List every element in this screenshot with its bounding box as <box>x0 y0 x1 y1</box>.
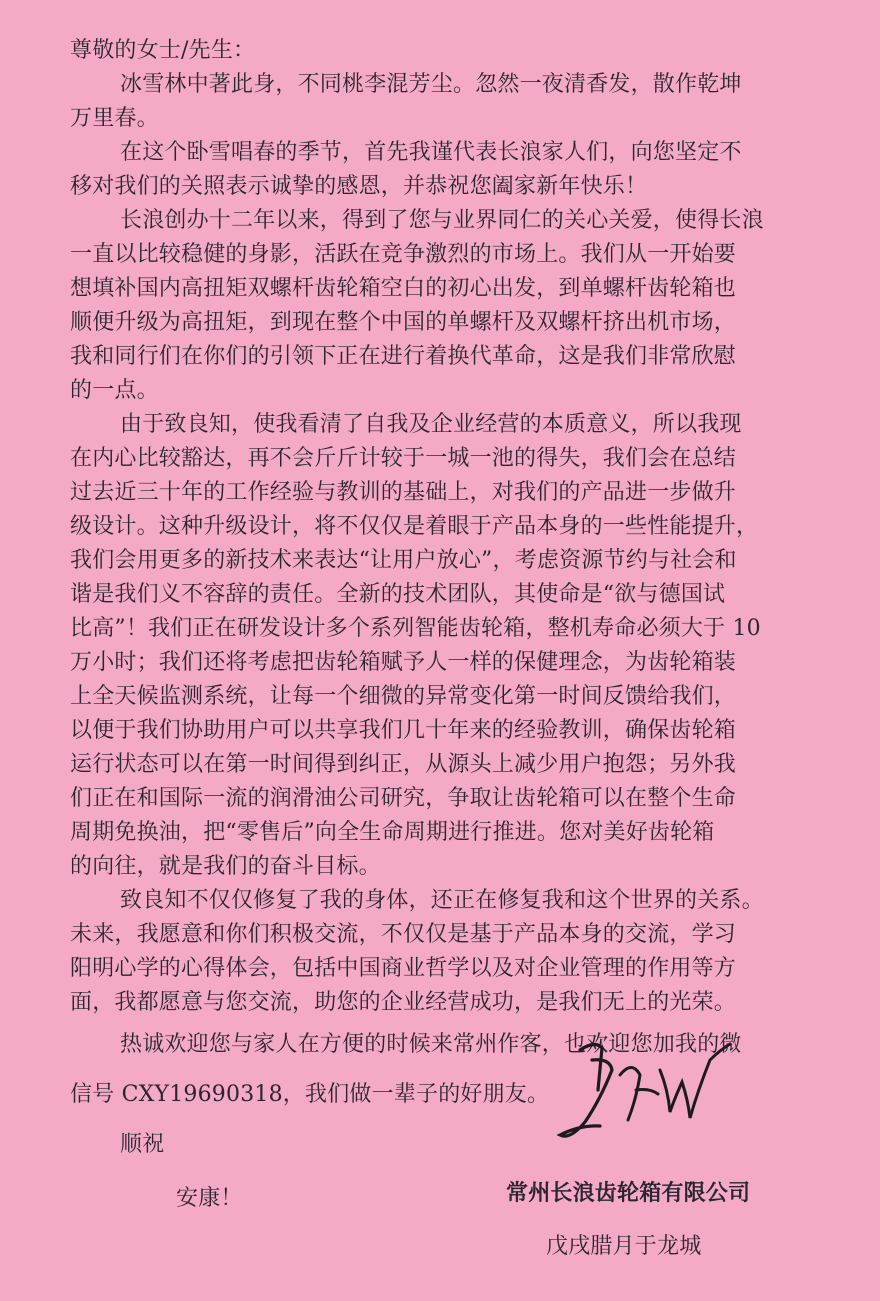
body-line: 未来，我愿意和你们积极交流，不仅仅是基于产品本身的交流，学习 <box>70 922 737 947</box>
closing-wish: 顺祝 <box>120 1132 165 1157</box>
body-line: 周期免换油，把“零售后”向全生命周期进行推进。您对美好齿轮箱 <box>70 820 715 845</box>
body-line: 致良知不仅仅修复了我的身体，还正在修复我和这个世界的关系。 <box>120 888 764 913</box>
body-line: 热诚欢迎您与家人在方便的时候来常州作客，也欢迎您加我的微 <box>120 1032 742 1057</box>
body-line: 级设计。这种升级设计，将不仅仅是着眼于产品本身的一些性能提升， <box>70 514 759 539</box>
closing-greeting: 安康！ <box>176 1186 243 1211</box>
body-line: 长浪创办十二年以来，得到了您与业界同仁的关心关爱，使得长浪 <box>120 208 764 233</box>
body-line: 的向往，就是我们的奋斗目标。 <box>70 854 381 879</box>
body-line: 面，我都愿意与您交流，助您的企业经营成功，是我们无上的光荣。 <box>70 990 737 1015</box>
body-line: 在这个卧雪唱春的季节，首先我谨代表长浪家人们，向您坚定不 <box>120 140 742 165</box>
body-line: 一直以比较稳健的身影，活跃在竞争激烈的市场上。我们从一开始要 <box>70 242 737 267</box>
body-line: 顺便升级为高扭矩，到现在整个中国的单螺杆及双螺杆挤出机市场， <box>70 310 737 335</box>
handwritten-signature <box>540 1030 740 1170</box>
body-line: 冰雪林中著此身，不同桃李混芳尘。忽然一夜清香发，散作乾坤 <box>120 72 742 97</box>
body-line: 信号 CXY19690318，我们做一辈子的好朋友。 <box>70 1082 550 1107</box>
body-line: 过去近三十年的工作经验与教训的基础上，对我们的产品进一步做升 <box>70 480 737 505</box>
body-line: 上全天候监测系统，让每一个细微的异常变化第一时间反馈给我们， <box>70 684 737 709</box>
body-line: 的一点。 <box>70 378 159 403</box>
body-line: 我们会用更多的新技术来表达“让用户放心”，考虑资源节约与社会和 <box>70 548 737 573</box>
letter-date: 戊戌腊月于龙城 <box>546 1234 702 1259</box>
body-line: 想填补国内高扭矩双螺杆齿轮箱空白的初心出发，到单螺杆齿轮箱也 <box>70 276 737 301</box>
body-line: 由于致良知，使我看清了自我及企业经营的本质意义，所以我现 <box>120 412 742 437</box>
body-line: 移对我们的关照表示诚挚的感恩，并恭祝您阖家新年快乐！ <box>70 174 648 199</box>
salutation: 尊敬的女士/先生： <box>70 38 256 63</box>
body-line: 我和同行们在你们的引领下正在进行着换代革命，这是我们非常欣慰 <box>70 344 737 369</box>
body-line: 谐是我们义不容辞的责任。全新的技术团队，其使命是“欲与德国试 <box>70 582 726 607</box>
body-line: 运行状态可以在第一时间得到纠正，从源头上减少用户抱怨；另外我 <box>70 752 737 777</box>
body-line: 比高”！我们正在研发设计多个系列智能齿轮箱，整机寿命必须大于 10 <box>70 616 761 641</box>
body-line: 万里春。 <box>70 106 159 131</box>
body-line: 们正在和国际一流的润滑油公司研究，争取让齿轮箱可以在整个生命 <box>70 786 737 811</box>
body-line: 以便于我们协助用户可以共享我们几十年来的经验教训，确保齿轮箱 <box>70 718 737 743</box>
body-line: 阳明心学的心得体会，包括中国商业哲学以及对企业管理的作用等方 <box>70 956 737 981</box>
body-line: 万小时；我们还将考虑把齿轮箱赋予人一样的保健理念，为齿轮箱装 <box>70 650 737 675</box>
body-line: 在内心比较豁达，再不会斤斤计较于一城一池的得失，我们会在总结 <box>70 446 737 471</box>
company-name: 常州长浪齿轮箱有限公司 <box>506 1180 751 1206</box>
